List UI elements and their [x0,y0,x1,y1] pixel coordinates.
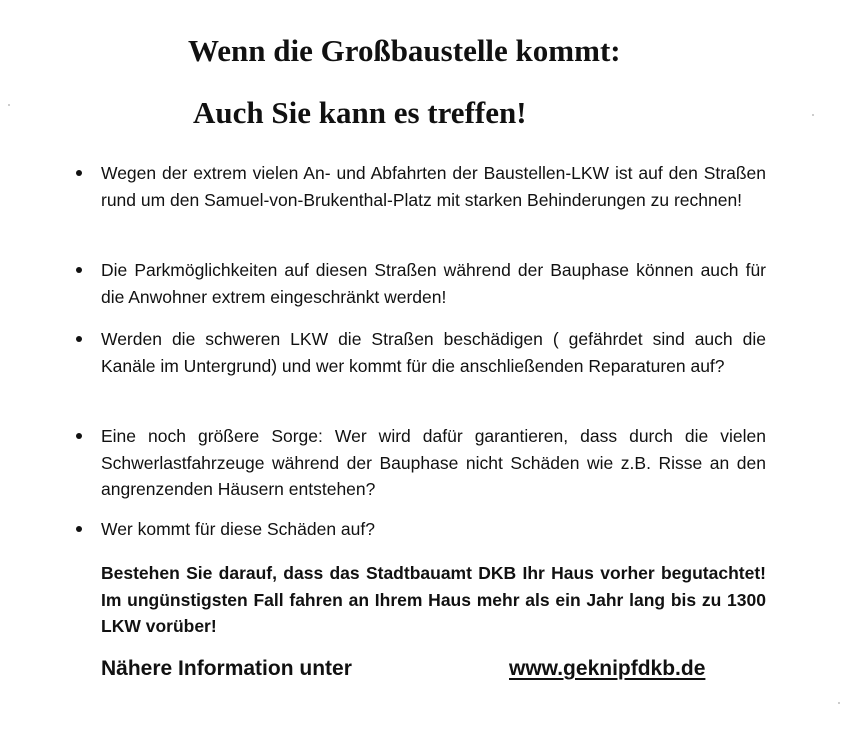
bullet-dot-icon [76,433,82,439]
bullet-dot-icon [76,267,82,273]
bullet-text: Die Parkmöglichkeiten auf diesen Straßen während der Bauphase können auch für die Anwohner extrem eingeschränkt werden! [101,260,766,307]
bullet-text: Wer kommt für diese Schäden auf? [101,519,375,539]
scan-speck [838,702,840,704]
website-link[interactable]: www.geknipfdkb.de [509,657,706,680]
headline: Wenn die Großbaustelle kommt: [188,33,621,68]
warning-paragraph: Bestehen Sie darauf, dass das Stadtbauamt DKB Ihr Haus vorher begutachtet! Im ungünstigsten Fall fahren an Ihrem Haus mehr als ein Jahr lang bis zu 1300 LKW vorüber! [101,563,766,636]
scan-speck [812,114,814,116]
bullet-dot-icon [76,526,82,532]
bullet-text: Werden die schweren LKW die Straßen beschädigen ( gefährdet sind auch die Kanäle im Untergrund) und wer kommt für die anschließenden Reparaturen auf? [101,329,766,376]
bullet-dot-icon [76,336,82,342]
scan-speck [8,104,10,106]
footer-label: Nähere Information unter [101,657,352,680]
bullet-text: Wegen der extrem vielen An- und Abfahrten der Baustellen-LKW ist auf den Straßen rund um den Samuel-von-Brukenthal-Platz mit starken Behinderungen zu rechnen! [101,163,766,210]
subheadline: Auch Sie kann es treffen! [193,95,527,130]
bullet-text: Eine noch größere Sorge: Wer wird dafür garantieren, dass durch die vielen Schwerlastfahrzeuge während der Bauphase nicht Schäden wie z.B. Risse an den angrenzenden Häusern entstehen? [101,426,766,499]
bullet-dot-icon [76,170,82,176]
